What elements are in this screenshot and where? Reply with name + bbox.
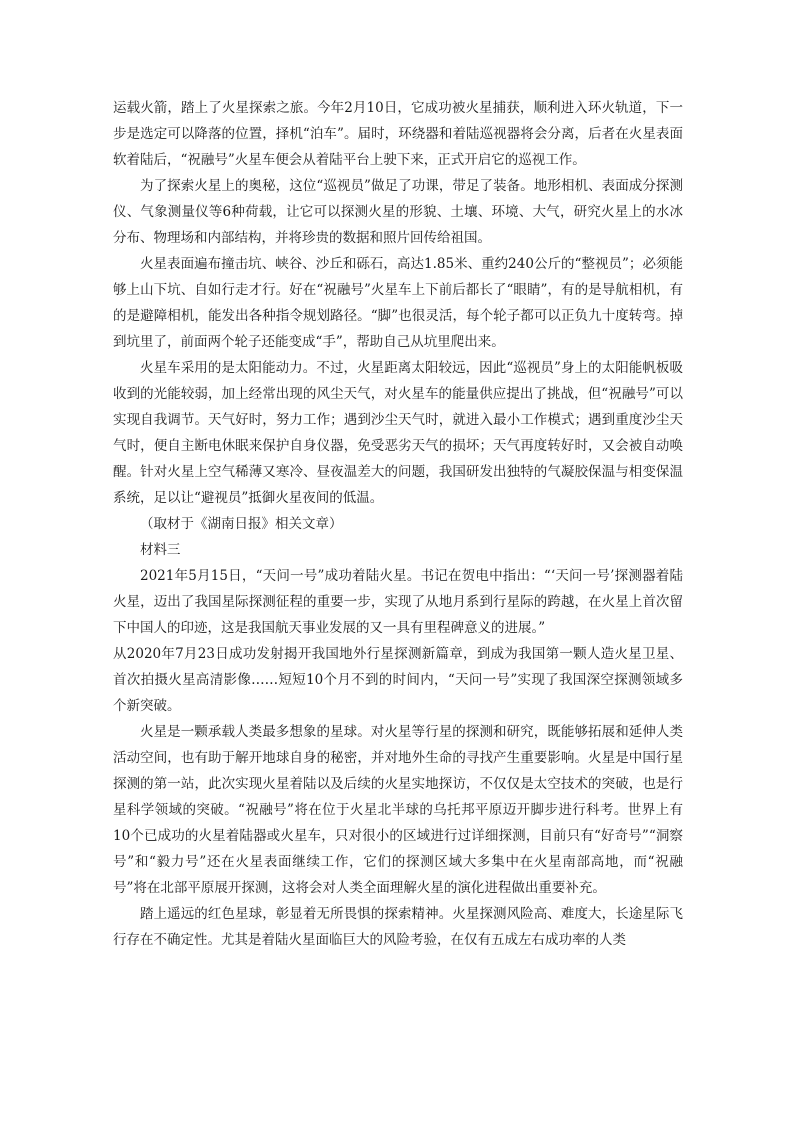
paragraph: 火星表面遍布撞击坑、峡谷、沙丘和砾石，高达1.85米、重约240公斤的“整视员”；必须能够上山下坑、自如行走才行。好在“祝融号”火星车上下前后都长了“眼睛”，有的是导航相机，有的是避障相机，能发出各种指令规划路径。“脚”也很灵活，每个轮子都可以正负九十度转弯。掉到坑里了，前面两个轮子还能变成“手”，帮助自己从坑里爬出来。	[113, 256, 683, 350]
paragraph: 火星是一颗承载人类最多想象的星球。对火星等行星的探测和研究，既能够拓展和延伸人类活动空间，也有助于解开地球自身的秘密，并对地外生命的寻找产生重要影响。火星是中国行星探测的第一站，此次实现火星着陆以及后续的火星实地探访，不仅仅是太空技术的突破，也是行星科学领域的突破。“祝融号”将在位于火星北半球的乌托邦平原迈开脚步进行科考。世界上有10个已成功的火星着陆器或火星车，只对很小的区域进行过详细探测，目前只有“好奇号”“洞察号”和“毅力号”还在火星表面继续工作，它们的探测区域大多集中在火星南部高地，而“祝融号”将在北部平原展开探测，这将会对人类全面理解火星的演化进程做出重要补充。	[113, 724, 683, 896]
section-heading: 材料三	[140, 542, 181, 558]
paragraph: 踏上遥远的红色星球，彰显着无所畏惧的探索精神。火星探测风险高、难度大，长途星际飞行存在不确定性。尤其是着陆火星面临巨大的风险考验，在仅有五成左右成功率的人类	[113, 906, 683, 948]
article-body	[113, 95, 683, 953]
paragraph: 为了探索火星上的奥秘，这位“巡视员”做足了功课，带足了装备。地形相机、表面成分探测仪、气象测量仪等6种荷载，让它可以探测火星的形貌、土壤、环境、大气，研究火星上的水冰分布、物理场和内部结构，并将珍贵的数据和照片回传给祖国。	[113, 178, 683, 246]
paragraph: 从2020年7月23日成功发射揭开我国地外行星探测新篇章，到成为我国第一颗人造火星卫星、首次拍摄火星高清影像……短短10个月不到的时间内，“天问一号”实现了我国深空探测领域多个新突破。	[113, 646, 683, 714]
source-note: （取材于《湖南日报》相关文章）	[140, 516, 343, 532]
paragraph: 运载火箭，踏上了火星探索之旅。今年2月10日，它成功被火星捕获，顺利进入环火轨道，下一步是选定可以降落的位置，择机“泊车”。届时，环绕器和着陆巡视器将会分离，后者在火星表面软着陆后，“祝融号”火星车便会从着陆平台上驶下来，正式开启它的巡视工作。	[113, 100, 683, 168]
paragraph: 2021年5月15日，“天问一号”成功着陆火星。书记在贺电中指出：“‘天问一号’探测器着陆火星，迈出了我国星际探测征程的重要一步，实现了从地月系到行星际的跨越，在火星上首次留下中国人的印迹，这是我国航天事业发展的又一具有里程碑意义的进展。”	[113, 568, 683, 636]
paragraph: 火星车采用的是太阳能动力。不过，火星距离太阳较远，因此“巡视员”身上的太阳能帆板吸收到的光能较弱，加上经常出现的风尘天气，对火星车的能量供应提出了挑战，但“祝融号”可以实现自我调节。天气好时，努力工作；遇到沙尘天气时，就进入最小工作模式；遇到重度沙尘天气时，便自主断电休眠来保护自身仪器，免受恶劣天气的损坏；天气再度转好时，又会被自动唤醒。针对火星上空气稀薄又寒冷、昼夜温差大的问题，我国研发出独特的气凝胶保温与相变保温系统，足以让“避视员”抵御火星夜间的低温。	[113, 360, 683, 506]
